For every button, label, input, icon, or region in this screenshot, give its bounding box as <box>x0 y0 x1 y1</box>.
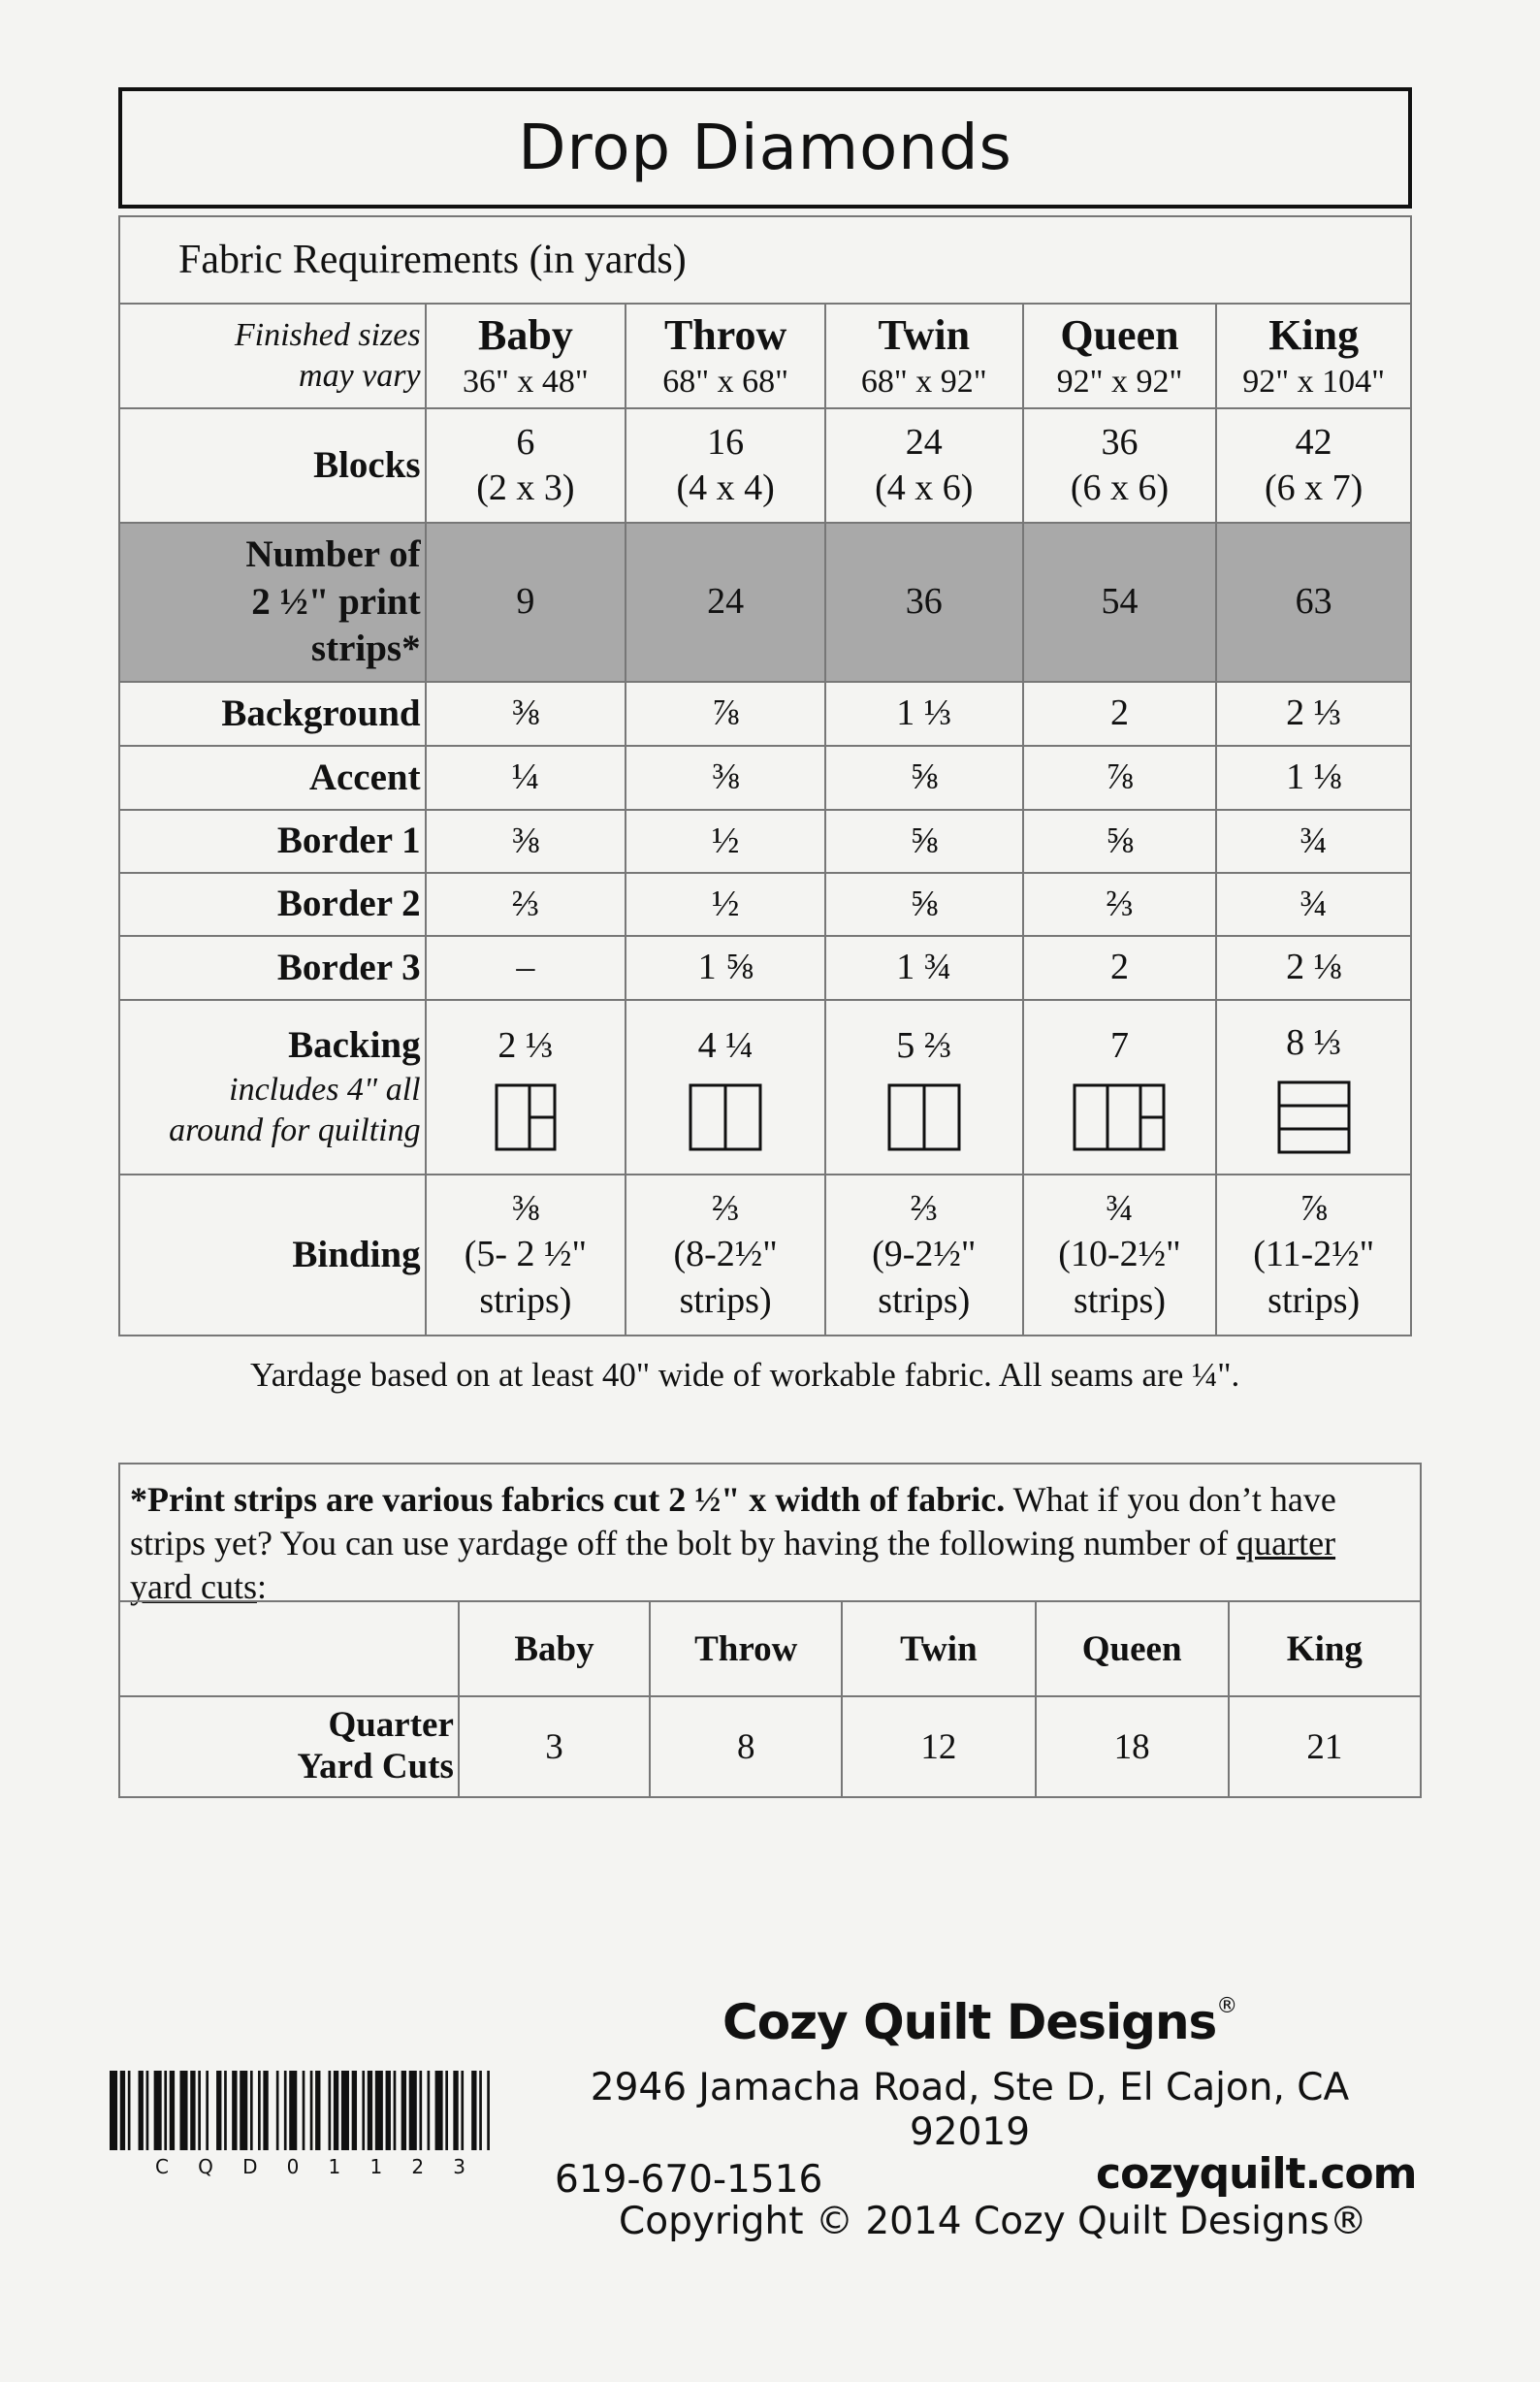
table-cell: 42 (6 x 7) <box>1216 408 1411 523</box>
table-cell: ⅝ <box>825 873 1023 936</box>
binding-row <box>119 1175 1411 1336</box>
table-cell: 36 <box>825 523 1023 682</box>
table-cell: 3 <box>459 1696 650 1797</box>
table-cell: 1 ⅛ <box>1216 746 1411 810</box>
blocks-row <box>119 408 1411 523</box>
finished-sizes-note: Finished sizes may vary <box>119 304 426 408</box>
table-cell: ⅜ (5- 2 ½" strips) <box>426 1175 626 1336</box>
table-cell: 54 <box>1023 523 1217 682</box>
fabric-row <box>119 746 1411 810</box>
table-cell: 21 <box>1229 1696 1421 1797</box>
table-cell: ⅜ <box>426 810 626 873</box>
row-label: Backing includes 4" all around for quilting <box>119 1000 426 1175</box>
row-label: Binding <box>119 1175 426 1336</box>
table-cell: 2 ⅓ <box>426 1000 626 1175</box>
table-cell: ⅜ <box>626 746 825 810</box>
yardage-note: Yardage based on at least 40" wide of workable fabric. All seams are ¼". <box>250 1356 1240 1394</box>
table-cell: ⅝ <box>825 810 1023 873</box>
table-cell: 24 (4 x 6) <box>825 408 1023 523</box>
table-cell: 8 <box>650 1696 842 1797</box>
table-cell: 7 <box>1023 1000 1217 1175</box>
table-cell: 63 <box>1216 523 1411 682</box>
table-cell: 2 <box>1023 682 1217 746</box>
print-strips-row <box>119 523 1411 682</box>
table-cell: 4 ¼ <box>626 1000 825 1175</box>
table-cell: 1 ⅝ <box>626 936 825 1000</box>
table-cell: 6 (2 x 3) <box>426 408 626 523</box>
table-cell: 36 (6 x 6) <box>1023 408 1217 523</box>
backing-layout-icon <box>495 1083 557 1151</box>
table-cell: 1 ⅓ <box>825 682 1023 746</box>
size-header-queen: Queen 92" x 92" <box>1023 304 1217 408</box>
size-header-king: King 92" x 104" <box>1216 304 1411 408</box>
size-header-baby: Baby 36" x 48" <box>426 304 626 408</box>
row-label: Border 3 <box>119 936 426 1000</box>
row-label: Quarter Yard Cuts <box>119 1696 459 1797</box>
quarter-yard-table <box>118 1600 1422 1798</box>
table-caption: Fabric Requirements (in yards) <box>119 216 1411 304</box>
size-header-throw: Throw 68" x 68" <box>626 304 825 408</box>
row-label: Number of 2 ½" print strips* <box>119 523 426 682</box>
table-cell: 5 ⅔ <box>825 1000 1023 1175</box>
company-website: cozyquilt.com <box>1096 2149 1417 2199</box>
table-cell: 2 ⅓ <box>1216 682 1411 746</box>
fabric-row <box>119 936 1411 1000</box>
backing-layout-icon <box>887 1083 961 1151</box>
row-label: Background <box>119 682 426 746</box>
table-cell: 16 (4 x 4) <box>626 408 825 523</box>
column-header: Throw <box>650 1601 842 1696</box>
table-cell: 8 ⅓ <box>1216 1000 1411 1175</box>
table-cell: 1 ¾ <box>825 936 1023 1000</box>
size-header-twin: Twin 68" x 92" <box>825 304 1023 408</box>
table-cell: ¼ <box>426 746 626 810</box>
table-cell: 12 <box>842 1696 1035 1797</box>
column-header: Twin <box>842 1601 1035 1696</box>
table-cell: ¾ <box>1216 810 1411 873</box>
fabric-row <box>119 682 1411 746</box>
table-cell: ⅝ <box>825 746 1023 810</box>
company-phone: 619-670-1516 <box>555 2158 823 2202</box>
company-name: Cozy Quilt Designs® <box>722 1994 1237 2050</box>
table-cell: ¾ (10-2½" strips) <box>1023 1175 1217 1336</box>
table-cell: ⅝ <box>1023 810 1217 873</box>
fabric-row <box>119 810 1411 873</box>
table-cell: ⅜ <box>426 682 626 746</box>
fabric-row <box>119 873 1411 936</box>
company-address: 2946 Jamacha Road, Ste D, El Cajon, CA 92019 <box>590 2066 1350 2155</box>
print-strips-note: *Print strips are various fabrics cut 2 ½" x width of fabric. What if you don’t have strips yet? You can use yardage off the bolt by having the following number of quarter yard cuts: <box>118 1463 1422 1600</box>
table-cell: ⅔ (8-2½" strips) <box>626 1175 825 1336</box>
table-cell: 24 <box>626 523 825 682</box>
barcode-number: C Q D 0 1 1 2 3 <box>155 2155 465 2178</box>
table-cell: 2 <box>1023 936 1217 1000</box>
table-cell: ½ <box>626 873 825 936</box>
table-cell: ⅔ <box>426 873 626 936</box>
column-header: King <box>1229 1601 1421 1696</box>
table-cell: 2 ⅛ <box>1216 936 1411 1000</box>
column-header: Baby <box>459 1601 650 1696</box>
table-cell: ⅔ <box>1023 873 1217 936</box>
table-cell: ⅞ <box>626 682 825 746</box>
backing-layout-icon <box>1277 1080 1351 1154</box>
table-cell: ¾ <box>1216 873 1411 936</box>
table-cell: 9 <box>426 523 626 682</box>
page-title: Drop Diamonds <box>118 87 1412 209</box>
table-cell: ⅞ <box>1023 746 1217 810</box>
row-label: Blocks <box>119 408 426 523</box>
backing-layout-icon <box>689 1083 762 1151</box>
row-label: Accent <box>119 746 426 810</box>
fabric-requirements-table <box>118 215 1412 1336</box>
backing-layout-icon <box>1073 1083 1166 1151</box>
table-cell: ⅔ (9-2½" strips) <box>825 1175 1023 1336</box>
row-label: Border 1 <box>119 810 426 873</box>
column-header: Queen <box>1036 1601 1229 1696</box>
table-cell: ⅞ (11-2½" strips) <box>1216 1175 1411 1336</box>
backing-row <box>119 1000 1411 1175</box>
table-cell: – <box>426 936 626 1000</box>
copyright: Copyright © 2014 Cozy Quilt Designs® <box>619 2200 1367 2243</box>
table-cell: 18 <box>1036 1696 1229 1797</box>
table-cell: ½ <box>626 810 825 873</box>
table-cell <box>119 1601 459 1696</box>
row-label: Border 2 <box>119 873 426 936</box>
